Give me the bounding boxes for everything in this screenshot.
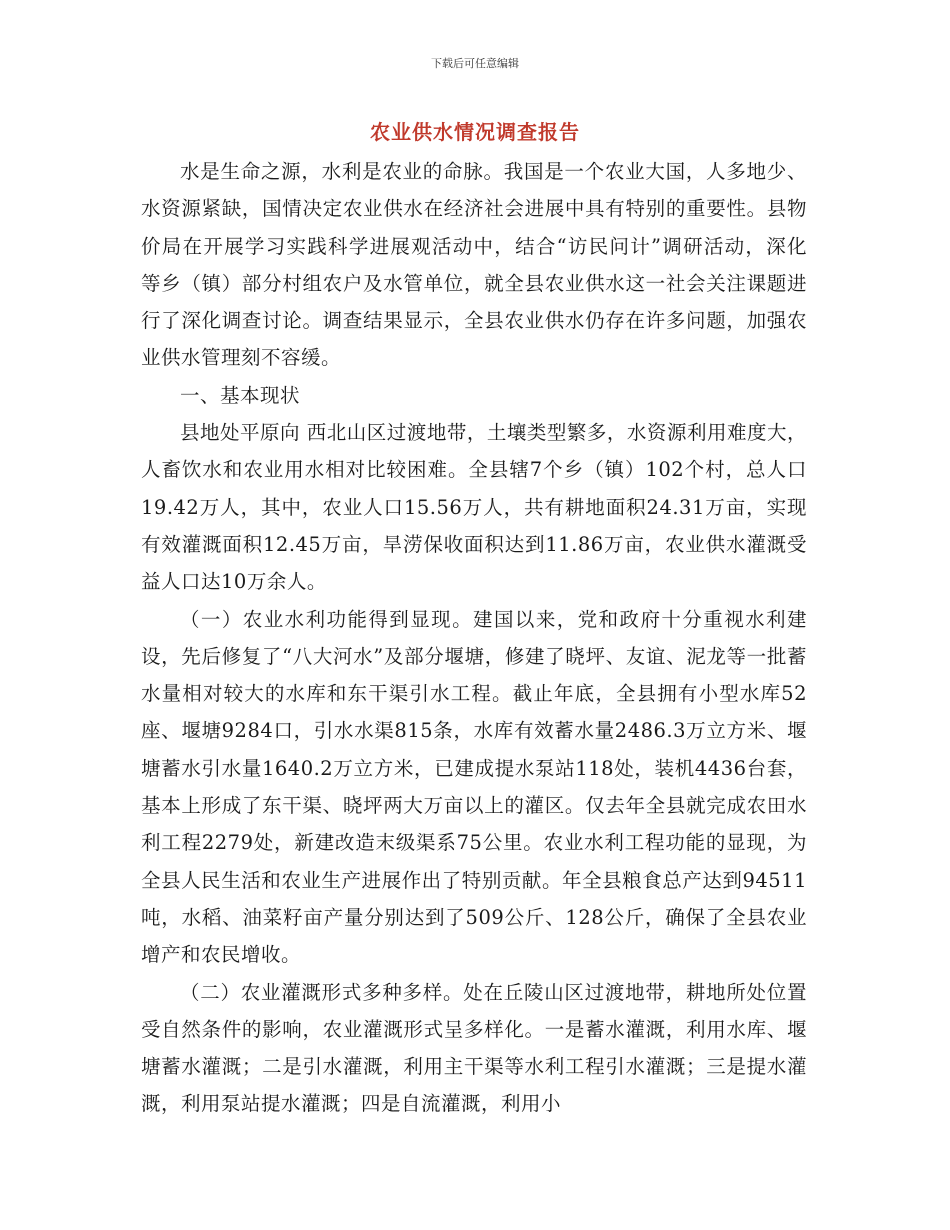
paragraph-intro: 水是生命之源，水利是农业的命脉。我国是一个农业大国，人多地少、水资源紧缺，国情决定农业供水在经济社会进展中具有特别的重要性。县物价局在开展学习实践科学进展观活动中，结合“访民问计”调研活动，深化 等乡（镇）部分村组农户及水管单位，就全县农业供水这一社会关注课题进行了深化调查讨论。调查结果显示，全县农业供水仍存在许多问题，加强农业供水管理刻不容缓。 [141, 160, 807, 370]
paragraph-county-overview: 县地处平原向 西北山区过渡地带，土壤类型繁多，水资源利用难度大，人畜饮水和农业用水相对比较困难。全县辖7个乡（镇）102个村，总人口19.42万人，其中，农业人口15.56万人，共有耕地面积24.31万亩，实现有效灌溉面积12.45万亩，旱涝保收面积达到11.86万亩，农业供水灌溉受益人口达10万余人。 [141, 421, 807, 594]
header-note: 下载后可任意编辑 [431, 57, 519, 70]
paragraph-water-conservancy: （一）农业水利功能得到显现。建国以来，党和政府十分重视水利建设，先后修复了“八大河水”及部分堰塘，修建了晓坪、友谊、泥龙等一批蓄水量相对较大的水库和东干渠引水工程。截止年底，全县拥有小型水库52座、堰塘9284口，引水水渠815条，水库有效蓄水量2486.3万立方米、堰塘蓄水引水量1640.2万立方米，已建成提水泵站118处，装机4436台套，基本上形成了东干渠、晓坪两大万亩以上的灌区。仅去年全县就完成农田水利工程2279处，新建改造末级渠系75公里。农业水利工程功能的显现，为全县人民生活和农业生产进展作出了特别贡献。年全县粮食总产达到94511吨，水稻、油菜籽亩产量分别达到了509公斤、128公斤，确保了全县农业增产和农民增收。 [141, 607, 807, 967]
section-heading-basic-status: 一、基本现状 [180, 383, 301, 407]
document-body [141, 153, 807, 1123]
document-title: 农业供水情况调查报告 [370, 120, 580, 144]
paragraph-irrigation-forms: （二）农业灌溉形式多种多样。处在丘陵山区过渡地带，耕地所处位置受自然条件的影响，农业灌溉形式呈多样化。一是蓄水灌溉，利用水库、堰塘蓄水灌溉；二是引水灌溉，利用主干渠等水利工程引水灌溉；三是提水灌溉，利用泵站提水灌溉；四是自流灌溉，利用小 [141, 980, 807, 1116]
